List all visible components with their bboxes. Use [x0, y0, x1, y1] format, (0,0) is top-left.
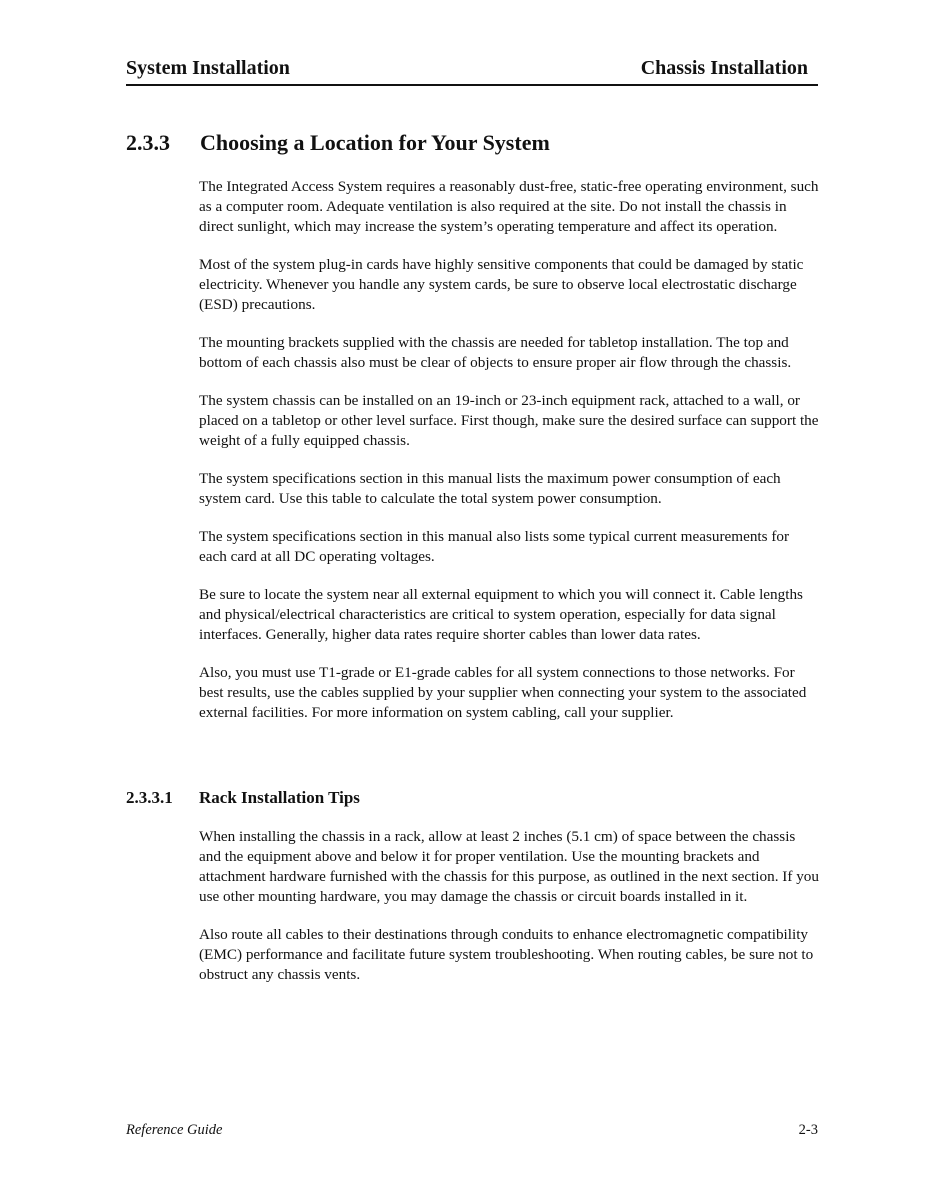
paragraph: The system specifications section in this manual also lists some typical current measurements for each card at all DC operating voltages. [199, 528, 790, 565]
paragraph: The Integrated Access System requires a reasonably dust-free, static-free operating environment, such as a computer room. Adequate ventilation is also required at the site. Do not install the chassis in direct sunlight, which may increase the system’s operating temperature and affect its operation. [199, 178, 819, 235]
paragraph: The system chassis can be installed on an 19-inch or 23-inch equipment rack, attached to a wall, or placed on a tabletop or other level surface. First though, make sure the desired surface can support the weight of a fully equipped chassis. [199, 392, 819, 449]
paragraph: Also, you must use T1-grade or E1-grade cables for all system connections to those networks. For best results, use the cables supplied by your supplier when connecting your system to the associated external facilities. For more information on system cabling, call your supplier. [199, 664, 807, 721]
paragraph: The mounting brackets supplied with the chassis are needed for tabletop installation. The top and bottom of each chassis also must be clear of objects to ensure proper air flow through the chassis. [199, 334, 792, 371]
subsection-title: Rack Installation Tips [199, 788, 360, 807]
paragraph: The system specifications section in this manual lists the maximum power consumption of each system card. Use this table to calculate the total system power consumption. [199, 470, 781, 507]
paragraph: Be sure to locate the system near all external equipment to which you will connect it. Cable lengths and physical/electrical characteristics are critical to system operation, especially for data signal interfaces. Generally, higher data rates require shorter cables than lower data rates. [199, 586, 803, 643]
section-title: Choosing a Location for Your System [200, 130, 550, 155]
section-body [199, 177, 819, 741]
page-number: 2-3 [798, 1122, 818, 1138]
subsection-body [199, 827, 819, 1003]
header-section-title: Chassis Installation [640, 57, 808, 79]
subsection-number: 2.3.3.1 [126, 788, 173, 807]
paragraph: Most of the system plug-in cards have highly sensitive components that could be damaged by static electricity. Whenever you handle any system cards, be sure to observe local electrostatic discharge (ESD) precautions. [199, 256, 804, 313]
subsection-heading [126, 786, 818, 810]
paragraph: Also route all cables to their destinations through conduits to enhance electromagnetic compatibility (EMC) performance and facilitate future system troubleshooting. When routing cables, be sure not to obstruct any chassis vents. [199, 926, 814, 983]
section-heading [126, 128, 818, 158]
section-number: 2.3.3 [126, 130, 170, 155]
running-header [126, 56, 818, 86]
paragraph: When installing the chassis in a rack, allow at least 2 inches (5.1 cm) of space between the chassis and the equipment above and below it for proper ventilation. Use the mounting brackets and attachment hardware furnished with the chassis for this purpose, as outlined in the next section. If you use other mounting hardware, you may damage the chassis or circuit boards installed in it. [199, 828, 819, 905]
footer-document-title: Reference Guide [126, 1122, 223, 1138]
running-footer [126, 1120, 818, 1140]
header-chapter-title: System Installation [126, 57, 290, 79]
